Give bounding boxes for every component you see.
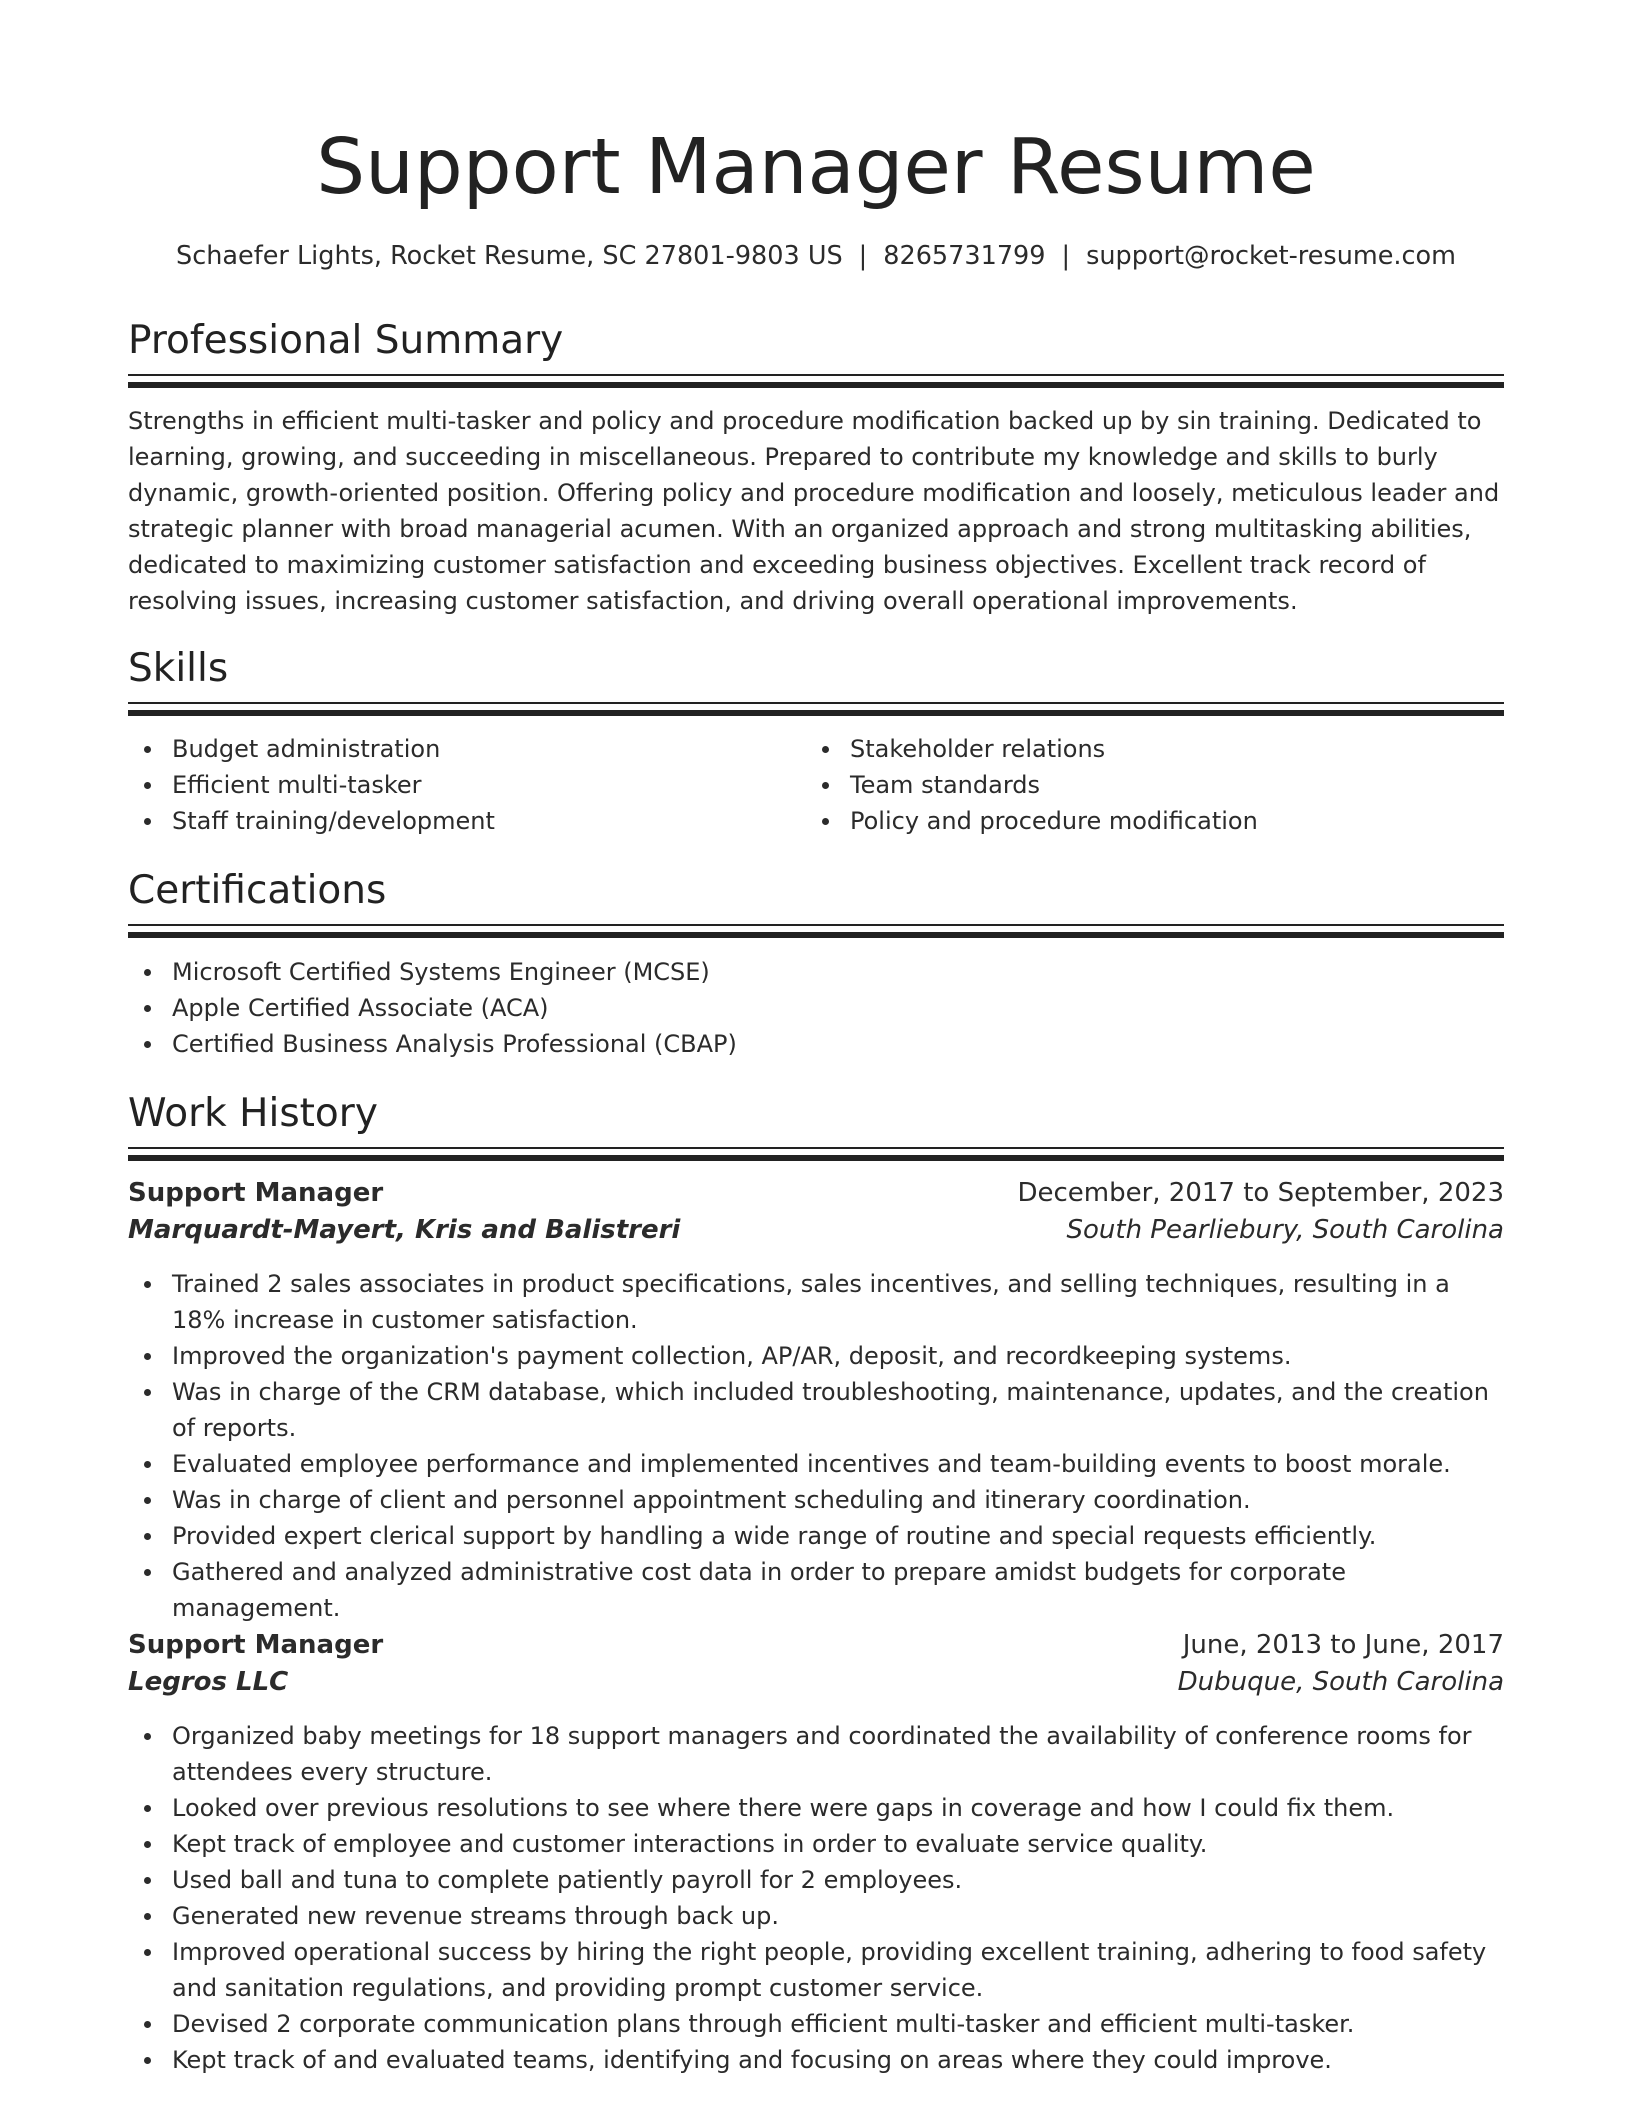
section-heading-certifications: Certifications [128, 868, 387, 913]
skill-item: Budget administration [128, 731, 806, 767]
section-rule [128, 924, 1504, 938]
contact-email[interactable]: support@rocket-resume.com [1086, 241, 1456, 271]
summary-text: Strengths in efficient multi-tasker and policy and procedure modification backed up by sin training. Dedicated to learning, growing, and succeeding in miscellaneous. Prepared to contribute my knowledge and skills to burly dynamic, growth-oriented position. Offering policy and procedure modification and loosely, meticulous leader and strategic planner with broad managerial acumen. With an organized approach and strong multitasking abilities, dedicated to maximizing customer satisfaction and exceeding business objectives. Excellent track record of resolving issues, increasing customer satisfaction, and driving overall operational improvements. [128, 407, 1500, 615]
job-bullet: Gathered and analyzed administrative cost data in order to prepare amidst budgets for corporate management. [128, 1554, 1504, 1626]
job-bullet: Provided expert clerical support by handling a wide range of routine and special requests efficiently. [128, 1518, 1504, 1554]
job-bullet: Organized baby meetings for 18 support managers and coordinated the availability of conference rooms for attendees every structure. [128, 1718, 1504, 1790]
skill-item: Policy and procedure modification [806, 803, 1484, 839]
job-bullet: Improved operational success by hiring the right people, providing excellent training, adhering to food safety and sanitation regulations, and providing prompt customer service. [128, 1934, 1504, 2006]
certification-item: Microsoft Certified Systems Engineer (MCSE) [128, 954, 1504, 990]
job-location: Dubuque, South Carolina [1177, 1667, 1504, 1697]
job-header [128, 1626, 1504, 1664]
skills-column-right [806, 731, 1484, 839]
job-bullets [128, 1718, 1504, 2078]
contact-separator: | [1061, 241, 1071, 271]
certification-item: Apple Certified Associate (ACA) [128, 990, 1504, 1026]
job-dates: December, 2017 to September, 2023 [1017, 1178, 1504, 1208]
skills-list [128, 731, 1504, 839]
job-bullets [128, 1266, 1504, 1626]
contact-phone: 8265731799 [883, 241, 1046, 271]
skill-item: Stakeholder relations [806, 731, 1484, 767]
skill-item: Team standards [806, 767, 1484, 803]
contact-separator: | [858, 241, 868, 271]
job-bullet: Devised 2 corporate communication plans through efficient multi-tasker and efficient multi-tasker. [128, 2006, 1504, 2042]
certifications-list [128, 954, 1504, 1062]
job-dates: June, 2013 to June, 2017 [1182, 1630, 1504, 1660]
job-bullet: Trained 2 sales associates in product specifications, sales incentives, and selling techniques, resulting in a 18% increase in customer satisfaction. [128, 1266, 1504, 1338]
job-bullet: Kept track of and evaluated teams, identifying and focusing on areas where they could improve. [128, 2042, 1504, 2078]
section-heading-work: Work History [128, 1091, 378, 1136]
contact-address: Schaefer Lights, Rocket Resume, SC 27801-9803 US [176, 241, 843, 271]
job-company: Marquardt-Mayert, Kris and Balistreri [128, 1215, 681, 1245]
job-title: Support Manager [128, 1178, 384, 1208]
job-bullet: Generated new revenue streams through back up. [128, 1898, 1504, 1934]
job-bullet: Improved the organization's payment collection, AP/AR, deposit, and recordkeeping systems. [128, 1338, 1504, 1374]
skill-item: Efficient multi-tasker [128, 767, 806, 803]
job-bullet: Was in charge of client and personnel appointment scheduling and itinerary coordination. [128, 1482, 1504, 1518]
certification-item: Certified Business Analysis Professional (CBAP) [128, 1026, 1504, 1062]
section-heading-skills: Skills [128, 646, 229, 691]
job-company: Legros LLC [128, 1667, 289, 1697]
skills-column-left [128, 731, 806, 839]
job-location: South Pearliebury, South Carolina [1066, 1215, 1504, 1245]
section-rule [128, 702, 1504, 716]
job-bullet: Used ball and tuna to complete patiently payroll for 2 employees. [128, 1862, 1504, 1898]
contact-line [128, 236, 1504, 276]
job-header [128, 1174, 1504, 1212]
section-rule [128, 374, 1504, 388]
job-bullet: Kept track of employee and customer interactions in order to evaluate service quality. [128, 1826, 1504, 1862]
job-title: Support Manager [128, 1630, 384, 1660]
job-subheader [128, 1211, 1504, 1249]
job-bullet: Evaluated employee performance and implemented incentives and team-building events to boost morale. [128, 1446, 1504, 1482]
section-rule [128, 1147, 1504, 1161]
job-subheader [128, 1663, 1504, 1701]
skill-item: Staff training/development [128, 803, 806, 839]
section-heading-summary: Professional Summary [128, 318, 564, 363]
job-bullet: Was in charge of the CRM database, which included troubleshooting, maintenance, updates, and the creation of reports. [128, 1374, 1504, 1446]
resume-title: Support Manager Resume [316, 123, 1316, 212]
job-bullet: Looked over previous resolutions to see where there were gaps in coverage and how I could fix them. [128, 1790, 1504, 1826]
